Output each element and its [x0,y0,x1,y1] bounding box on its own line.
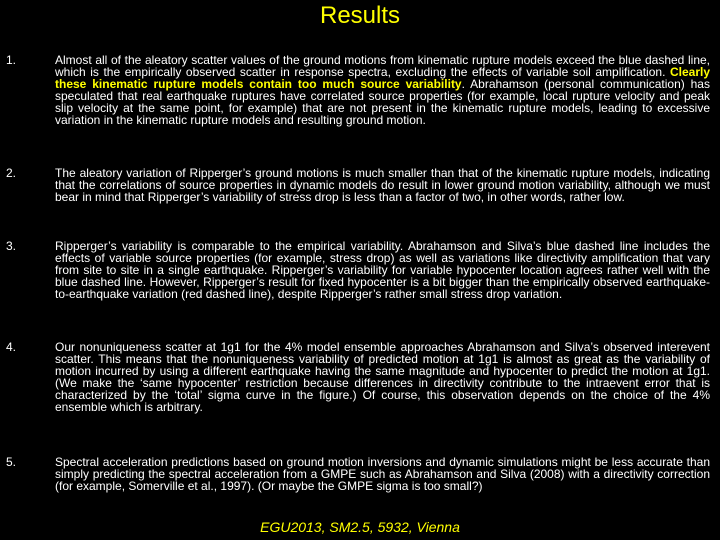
item-highlight: Clearly these kinematic rupture models contain too much source variability [55,65,710,91]
item-text: Spectral acceleration predictions based on ground motion inversions and dynamic simulations might be less accurate than simply predicting the spectral acceleration from a GMPE such as Abrahamson and Silva (2008) with a directivity correction (for example, Somerville et al., 1997). (Or maybe the GMPE sigma is too small?) [55,455,710,493]
item-number: 4. [6,340,17,354]
item-text-part: . Abrahamson (personal communication) has speculated that real earthquake ruptures have correlated source properties (for example, local rupture velocity and peak slip velocity at the same point, for example) that are not present in the kinematic rupture models, leading to excessive variation in the kinematic rupture models and resulting ground motion. [55,77,710,127]
slide-footer: EGU2013, SM2.5, 5932, Vienna [260,519,460,535]
item-text [55,54,710,126]
item-text: The aleatory variation of Ripperger’s ground motions is much smaller than that of the kinematic rupture models, indicating that the correlations of source properties in dynamic models do result in lower ground motion variability, although we must bear in mind that Ripperger’s variability of stress drop is less than a factor of two, in other words, rather low. [55,166,710,204]
item-number: 3. [6,239,17,253]
item-number: 2. [6,166,17,180]
item-number: 1. [6,53,17,67]
slide-title: Results [319,2,401,29]
item-text-part: Almost all of the aleatory scatter values of the ground motions from kinematic rupture models exceed the blue dashed line, which is the empirically observed scatter in response spectra, excluding the effects of variable soil amplification. [55,53,710,79]
item-number: 5. [6,455,17,469]
item-text: Ripperger’s variability is comparable to the empirical variability. Abrahamson and Silva’s blue dashed line includes the effects of variable source properties (for example, stress drop) as well as variations like directivity amplification that vary from site to site in a single earthquake. Ripperger’s variability for variable hypocenter location agrees rather well with the blue dashed line. However, Ripperger’s result for fixed hypocenter is a bit bigger than the empirically observed earthquake-to-earthquake variation (red dashed line), despite Ripperger’s rather small stress drop variation. [55,239,710,301]
item-text: Our nonuniqueness scatter at 1g1 for the 4% model ensemble approaches Abrahamson and Silva’s observed interevent scatter. This means that the nonuniqueness variability of predicted motion at 1g1 is almost as great as the variability of motion incurred by using a different earthquake having the same magnitude and hypocenter to predict the motion at 1g1. (We make the ‘same hypocenter’ restriction because differences in directivity contribute to the intraevent error that is characterized by the ‘total’ sigma curve in the figure.) Of course, this observation depends on the choice of the 4% ensemble which is arbitrary. [55,340,710,414]
